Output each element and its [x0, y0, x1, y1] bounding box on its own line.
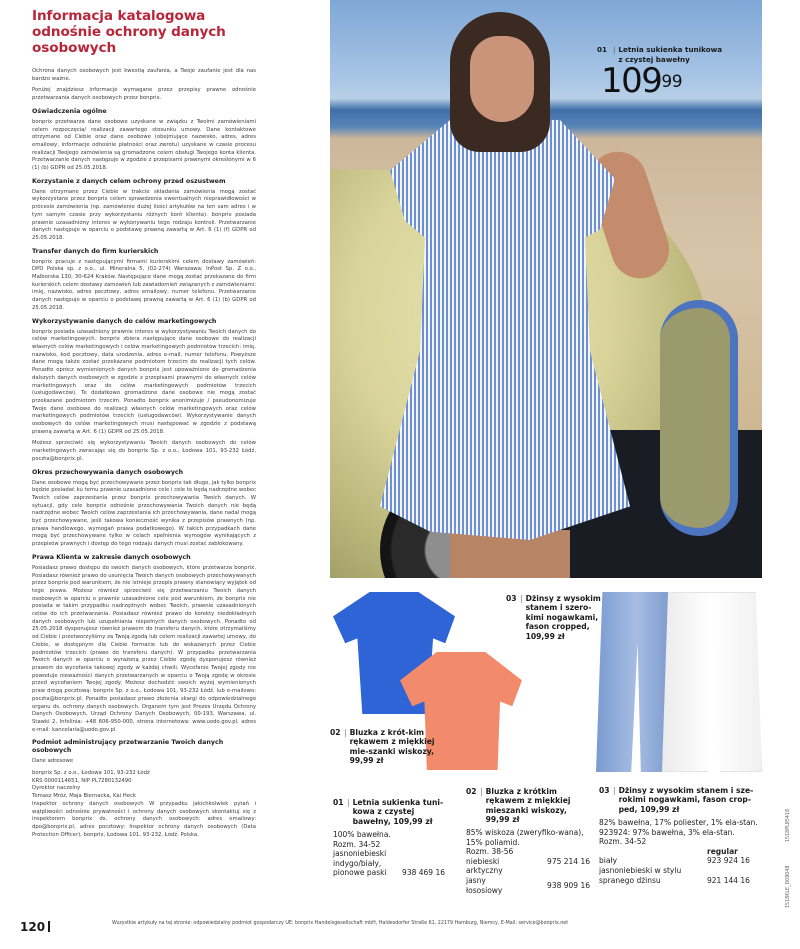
address-line: bonprix Sp. z o.o., Łodowa 101, 93-232 Łódź: [32, 770, 150, 777]
footer-disclaimer: Wszystkie artykuły na tej stronie: odpowiedzialny podmiot gospodarczy UE: bonprix Handelsgesellschaft mbH, Haldesdorfer Straße 61, 22179 Hamburg, Niemcy, E-Mail: service@bonprix.net: [112, 921, 569, 926]
address-line: Tomasz Mróz, Maja Biernacka, Kai Heck: [32, 793, 136, 800]
fit-header-row: [599, 847, 759, 857]
variant-row: [599, 856, 759, 866]
privacy-title: Informacja katalogowa odnośnie ochrony danych osobowych: [32, 8, 226, 56]
item-number: 01: [597, 45, 608, 54]
section-paragraph: Dane adresowe: [32, 758, 74, 765]
section-paragraph: Posiadasz prawo dostępu do swoich danych osobowych, które przetwarza bonprix. Posiadasz również prawo do usunięcia Twoich danych osobowych przechowywanych przez bonprix pod warunkiem, że nie istnieje przepis prawny stanowiący wyjątek od tego prawa. Możesz również sprzeciwić się przetwarzaniu Twoich danych osobowych w oparciu o prawnie uzasadnione cele pod warunkiem, że bonprix nie posiada w takim przypadku nadrzędnych wobec Twoich, prawnie uzasadnionych celów do ich przetwarzania. Posiadasz również prawo do korekty niedokładnych danych osobowych lub uzupełniania niepełnych danych osobowych. Ponadto od 25.05.2018 dysponujesz również prawem do transferu danych, które otrzymaliśmy od Ciebie i przetworzyliśmy za Twoją zgodą lub celem realizacji zawartej umowy, do Ciebie, w dostępnym dla Ciebie formacie lub do wskazanych przez Ciebie podmiotów trzecich (prawo do transferu danych). W przypadku przetwarzania Twoich danych w oparciu o wyrażoną przez Ciebie zgodę dysponujesz również prawem do wycofania takowej zgody w każdej chwili. Wycofanie Twojej zgody nie powoduje nieważności danych przetwarzanych w oparciu o Twoją zgodę w okresie przed wycofaniem Twojej zgody. Możesz dochodzić swoich wyżej wymienionych praw drogą pocztową: bonprix Sp. z o.o., Łodowa 101, 93-232 Łódź, lub e-mailowo: poczta@bonprix.pl. Ponadto posiadasz prawo złożenia skargi do odpowiedzialnego organu ds. ochrony danych osobowych. Organem tym jest Prezes Urzędu Ochrony Danych Osobowych, Urząd Ochrony Danych Osobowych, 00-193, Warszawa, ul. Stawki 2, Infolinia: +48 606-950-000, strona internetowa: www.uodo.gov.pl, adres e-mail: kancelaria@uodo.gov.pl: [32, 564, 256, 733]
section-paragraph: Dane otrzymane przez Ciebie w trakcie składania zamówienia mogą zostać wykorzystane przez bonprix celem sprawdzenia ewentualnych nieprawidłowości w procesie zamówienia (np. zamówienie dużej ilości artykułów na ten sam adres i w tym samym czasie przy wykorzystaniu różnych kont klienta). bonprix posiada prawnie uzasadniony interes w wykonywaniu tego rodzaju kontroli. Przetwarzanie danych następuje w oparciu o podstawę prawną zawartą w Art. 6 (1) (f) GDPR od 25.05.2018.: [32, 188, 256, 241]
product-01-details: [333, 830, 445, 878]
page-divider: [48, 921, 50, 932]
fit-header: regular: [707, 846, 738, 856]
product-03-details: [599, 818, 759, 885]
white-jeans-image: [662, 592, 762, 772]
section-paragraph: Możesz sprzeciwić się wykorzystywaniu Twoich danych osobowych do celów marketingowych zwracając się do bonprix Sp. z o.o., Łodowa 101, 93-232 Łódź, poczta@bonprix.pl.: [32, 440, 256, 462]
model-face: [470, 36, 534, 122]
hero-price: $109^{99}$: [601, 61, 683, 101]
section-heading: Wykorzystywanie danych do celów marketingowych: [32, 317, 217, 325]
company-address: [32, 770, 256, 839]
section-heading: Podmiot administrujący przetwarzanie Twoich danych osobowych: [32, 739, 224, 755]
address-line: Dyrektor naczelny: [32, 785, 81, 792]
variant-row: [466, 876, 590, 895]
jeans-label-text: Dżinsy z wysokim stanem i szero-kimi nogawkami, fason cropped, 109,99 zł: [525, 594, 601, 641]
sizes: Rozm. 34-52: [333, 839, 381, 849]
variant-row: [599, 866, 759, 885]
section-heading: Oświadczenia ogólne: [32, 107, 107, 115]
blouse-label-text: Bluzka z krót-kim rękawem z miękkiej mie-szanki wiskozy, 99,99 zł: [349, 728, 435, 766]
section-paragraph: Dane osobowe mogą być przechowywane przez bonprix tak długo, jak tylko bonprix będzie posiadać ku temu prawnie uzasadnione cele i cele te będą nadrzędne wobec Twoich celów zaprzestania przez bonprix przechowywania Twoich danych. W sytuacji, gdy cele bonprix odnośnie przechowywania Twoich danych nie będą nadrzędne wobec Twoich celów zaprzestania ich przechowywania, dane nadal mogą być przechowywane, jeśli takowa konieczność wynika z przepisów prawnych (np. prawa handlowego, wymogań prawa podatkowego). W takich przypadkach dane mogą być przechowywane tylko w celach spełnienia wymogów wynikających z przepisów prawnych i dostęp do tego rodzaju danych musi zostać zablokowany.: [32, 479, 256, 548]
car-fender: [660, 300, 738, 536]
variant-code: 921 144 16: [707, 875, 750, 885]
section-heading: Okres przechowywania danych osobowych: [32, 468, 184, 476]
variant-color: biały: [599, 856, 618, 866]
variant-color: niebieski arktyczny: [466, 856, 503, 876]
variant-row: [466, 857, 590, 876]
blouse-image-label: 02 | Bluzka z krót-kim rękawem z miękkiej mie-szanki wiskozy, 99,99 zł: [330, 728, 440, 766]
composition: 82% bawełna, 17% poliester, 1% ela-stan. 923924: 97% bawełna, 3% ela-stan.: [599, 818, 758, 837]
jeans-image-label: 03 | Dżinsy z wysokim stanem i szero-kimi nogawkami, fason cropped, 109,99 zł: [506, 594, 601, 641]
section-paragraph: bonprix przetwarza dane osobowe uzyskane w związku z Twoimi zamówieniami celem rozpoczęcia/ realizacji zawartego stosunku umowy. Dane kontaktowe otrzymane od Ciebie oraz dane osobowe (obejmujące nazwisko, adres, adres emailowy, informacje odnośnie płatności oraz zwrotu) uzyskane w czasie procesu realizacji Twojego zamówienia są gromadzone celem obsługi Twojego konta klienta. Przetwarzanie danych następuje w zgodzie z przepisami prawnymi określonymi w 6 (1) (b) GDPR od 25.05.2018.: [32, 118, 256, 172]
composition: 100% bawełna.: [333, 830, 391, 839]
section-paragraph: bonprix pracuje z następującymi firmami kurierskimi celem dostawy zamówień: DPD Polska sp. z o.o., ul. Mineralna 5, (02-274) Warszawa; InPost Sp. Z o.o., Malborska 130, 30-624 Kraków. Następujące dane mogą zostać przekazane do firm kurierskich celem dostawy zamówień lub zawiadomień związanych z zamówieniami: imię, nazwisko, adres pocztowy, adres emailowy, numer telefonu. Przetwarzanie danych następuje w oparciu o podstawę prawną zawartą w Art. 6 (1) (b) GDPR od 25.05.2018.: [32, 258, 256, 311]
item-name: Letnia sukienka tunikowa z czystej bawełny: [618, 45, 723, 64]
address-line: KRS 0000114651, NIP PL7280132490: [32, 777, 132, 784]
section-heading: Korzystanie z danych celem ochrony przed oszustwem: [32, 177, 226, 185]
variant-row: [333, 849, 445, 878]
privacy-notice: [32, 8, 256, 843]
sizes: Rozm. 34-52: [599, 837, 647, 847]
product-02-title: 02 | Bluzka z krótkim rękawem z miękkiej mieszanki wiskozy, 99,99 zł: [466, 787, 571, 825]
product-02-details: [466, 828, 590, 895]
side-code: 1518KLE_D08048: [786, 865, 791, 908]
product-01-title: 01 | Letnia sukienka tuni-kowa z czystej bawełny, 109,99 zł: [333, 798, 444, 826]
side-code: 1518PL85418: [786, 808, 791, 842]
intro-paragraph: Poniżej znajdziesz informacje wymagane przez przepisy prawne odnośnie przetwarzania danych osobowych przez bonprix.: [32, 87, 256, 102]
variant-code: 923 924 16: [707, 856, 750, 866]
variant-code: 938 469 16: [402, 868, 445, 878]
variant-color: jasnoniebieski indygo/biały, pionowe paski: [333, 849, 387, 878]
separator: |: [613, 45, 616, 54]
section-paragraph: bonprix posiada uzasadniony prawnie interes w wykorzystywaniu Twoich danych do celów marketingowych. bonprix zbiera następujące dane osobowe do realizacji własnych celów marketingowych i celów marketingowych podmiotów trzecich: imię, nazwisko, kod pocztowy, data urodzenia, adres e-mail, numer telefonu. Powyższe dane mogą także zostać przekazane podmiotom trzecim do realizacji tych celów. Ponadto oprócz wymienionych danych bonprix jest upoważnione do gromadzenia dalszych danych osobowych w zgodzie z przepisami prawnymi do własnych celów marketingowych oraz do celów marketingowych podmiotów trzecich (usługodawców). Te dodatkowo gromadzone dane osobowe nie mogą zostać przekazane podmiotom trzecim. Ponadto bonprix anonimizuje / pseudonomizuje Twoje dane osobowe do realizacji własnych celów marketingowych oraz celów marketingowych podmiotów trzecich (usługodawców). Wykorzystywanie danych osobowych do celów marketingowych musi następować w zgodzie z podstawą prawną zawartą w Art. 6 (1) GDPR od 25.05.2018.: [32, 328, 256, 435]
sizes: Rozm. 38-56: [466, 847, 514, 857]
variant-color: jasny łososiowy: [466, 875, 503, 895]
intro-paragraph: Ochrona danych osobowych jest kwestią zaufania, a Twoje zaufanie jest dla nas bardzo ważne.: [32, 68, 256, 82]
composition: 85% wiskoza (zweryfiko-wana), 15% poliamid.: [466, 828, 584, 847]
variant-color: jasnoniebieski w stylu spranego dżinsu: [599, 865, 682, 885]
section-heading: Transfer danych do firm kurierskich: [32, 247, 159, 255]
section-heading: Prawa Klienta w zakresie danych osobowych: [32, 553, 191, 561]
inspector-paragraph: Inspektor ochrony danych osobowych W przypadku jakichkolwiek pytań i wątpliwości odnośnie prywatności i ochrony danych osobowych skontaktuj się z inspektorem bonprix ds. ochrony danych osobowych: adres emailowy: dpo@bonprix.pl, adres pocztowy: Inspektor ochrony danych osobowych (Data Protection Officer), bonprix, Łodowa 101, 93-232, Łódź, Polska.: [32, 800, 256, 838]
page-number: 120: [20, 920, 50, 934]
variant-code: 938 909 16: [547, 880, 590, 890]
hero-price-callout: [597, 45, 767, 101]
product-03-title: 03 | Dżinsy z wysokim stanem i sze-rokimi nogawkami, fason crop-ped, 109,99 zł: [599, 786, 754, 814]
variant-code: 975 214 16: [547, 856, 590, 866]
